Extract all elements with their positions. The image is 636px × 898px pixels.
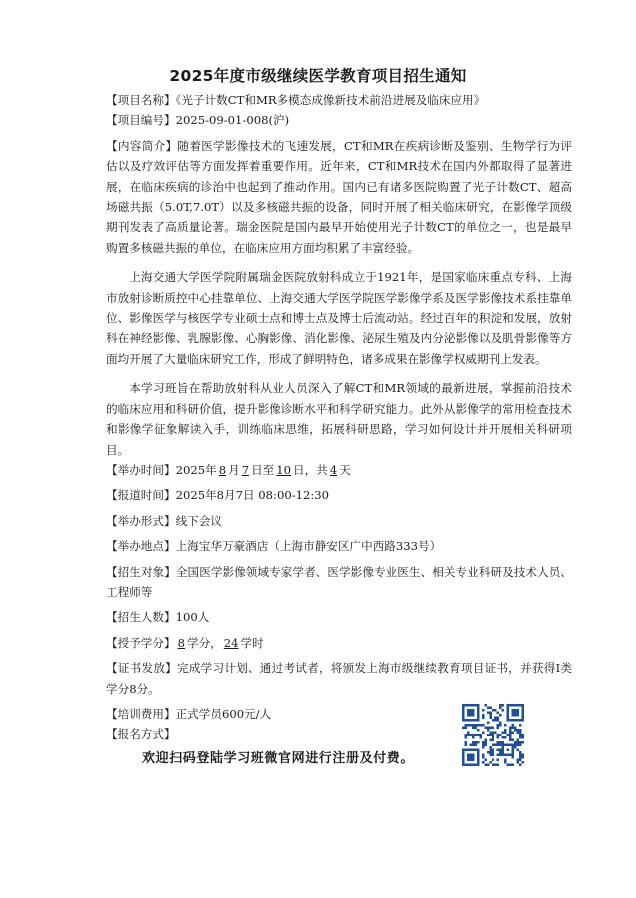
registration-instruction: 欢迎扫码登陆学习班微官网进行注册及付费。 bbox=[142, 750, 415, 766]
format-label: 【举办形式】 bbox=[106, 513, 176, 528]
enrollment-value: 100人 bbox=[175, 610, 210, 625]
audience-value: 全国医学影像领域专家学者、医学影像专业医生、相关专业科研及技术人员、工程师等 bbox=[106, 564, 572, 599]
schedule-day-start: 7 bbox=[241, 462, 250, 477]
credits-label: 【授予学分】 bbox=[106, 635, 176, 650]
format-line bbox=[106, 511, 572, 531]
credits-value: 8 bbox=[177, 635, 185, 650]
schedule-day-end: 10 bbox=[276, 462, 292, 477]
checkin-line bbox=[106, 485, 572, 505]
checkin-value: 2025年8月7日 08:00-12:30 bbox=[175, 488, 330, 503]
credit-hours-value: 24 bbox=[223, 635, 239, 650]
intro-label: 【内容简介】 bbox=[106, 138, 178, 153]
format-value: 线下会议 bbox=[175, 513, 222, 528]
intro-paragraph-1 bbox=[106, 136, 572, 258]
schedule-text-total: 日，共 bbox=[293, 462, 328, 477]
credits-text: 学分， bbox=[186, 635, 222, 650]
certificate-label: 【证书发放】 bbox=[106, 661, 177, 676]
intro-text-1: 随着医学影像技术的飞速发展，CT和MR在疾病诊断及鉴别、生物学行为评估以及疗效评估等方面发挥着重要作用。近年来，CT和MR技术在国内外都取得了显著进展，在临床疾病的诊治中也起到了推动作用。国内已有诸多医院购置了光子计数CT、超高场磁共振（5.0T,7.0T）以及多核磁共振的设备，同时开展了相关临床研究，在影像学顶级期刊发表了高质量论著。瑞金医院是国内最早开始使用光子计数CT的单位之一，也是最早购置多核磁共振的单位，在临床应用方面均积累了丰富经验。 bbox=[106, 138, 572, 255]
schedule-text-to: 日至 bbox=[251, 462, 275, 477]
schedule-days: 4 bbox=[329, 462, 338, 477]
fee-value: 正式学员600元/人 bbox=[175, 706, 272, 721]
project-number-line bbox=[106, 110, 572, 130]
project-name-value: 《光子计数CT和MR多模态成像新技术前沿进展及临床应用》 bbox=[175, 93, 486, 107]
qr-code-icon[interactable] bbox=[462, 704, 524, 766]
notice-body bbox=[106, 90, 572, 782]
schedule-text-days: 天 bbox=[339, 462, 351, 477]
certificate-line bbox=[106, 658, 572, 699]
page-title: 2025年度市级继续医学教育项目招生通知 bbox=[169, 67, 467, 85]
schedule-text-month: 月 bbox=[228, 462, 240, 477]
enrollment-label: 【招生人数】 bbox=[106, 610, 176, 625]
registration-label: 【报名方式】 bbox=[106, 727, 176, 742]
project-name-line bbox=[106, 90, 572, 110]
venue-value: 上海宝华万豪酒店（上海市静安区广中西路333号） bbox=[175, 539, 442, 554]
schedule-year: 2025年 bbox=[175, 462, 217, 477]
project-name-label: 【项目名称】 bbox=[106, 93, 176, 107]
credits-line bbox=[106, 633, 572, 653]
enrollment-line bbox=[106, 607, 572, 627]
checkin-label: 【报道时间】 bbox=[106, 488, 176, 503]
schedule-line bbox=[106, 460, 572, 480]
schedule-label: 【举办时间】 bbox=[106, 462, 176, 477]
certificate-value: 完成学习计划、通过考试者，将颁发上海市级继续教育项目证书，并获得I类学分8分。 bbox=[106, 661, 572, 696]
intro-paragraph-2: 上海交通大学医学院附属瑞金医院放射科成立于1921年，是国家临床重点专科、上海市放射诊断质控中心挂靠单位、上海交通大学医学院医学影像学系及医学影像技术系挂靠单位、影像医学与核医学专业硕士点和博士点及博士后流动站。经过百年的积淀和发展，放射科在神经影像、乳腺影像、心胸影像、消化影像、泌尿生殖及内分泌影像以及肌骨影像等方面均开展了大量临床研究工作，形成了鲜明特色，诸多成果在影像学权威期刊上发表。 bbox=[106, 270, 572, 366]
audience-label: 【招生对象】 bbox=[106, 564, 176, 579]
audience-line bbox=[106, 562, 572, 603]
project-number-value: 2025-09-01-008(沪) bbox=[175, 113, 290, 128]
venue-line bbox=[106, 536, 572, 556]
project-number-label: 【项目编号】 bbox=[106, 113, 176, 128]
intro-paragraph-3: 本学习班旨在帮助放射科从业人员深入了解CT和MR领域的最新进展，掌握前沿技术的临床应用和科研价值，提升影像诊断水平和科学研究能力。此外从影像学的常用检查技术和影像学征象解读入手，训练临床思维，拓展科研思路，学习如何设计并开展相关科研项目。 bbox=[106, 381, 572, 457]
schedule-month: 8 bbox=[218, 462, 227, 477]
venue-label: 【举办地点】 bbox=[106, 539, 176, 554]
fee-label: 【培训费用】 bbox=[106, 706, 176, 721]
credit-hours-text: 学时 bbox=[240, 635, 264, 650]
